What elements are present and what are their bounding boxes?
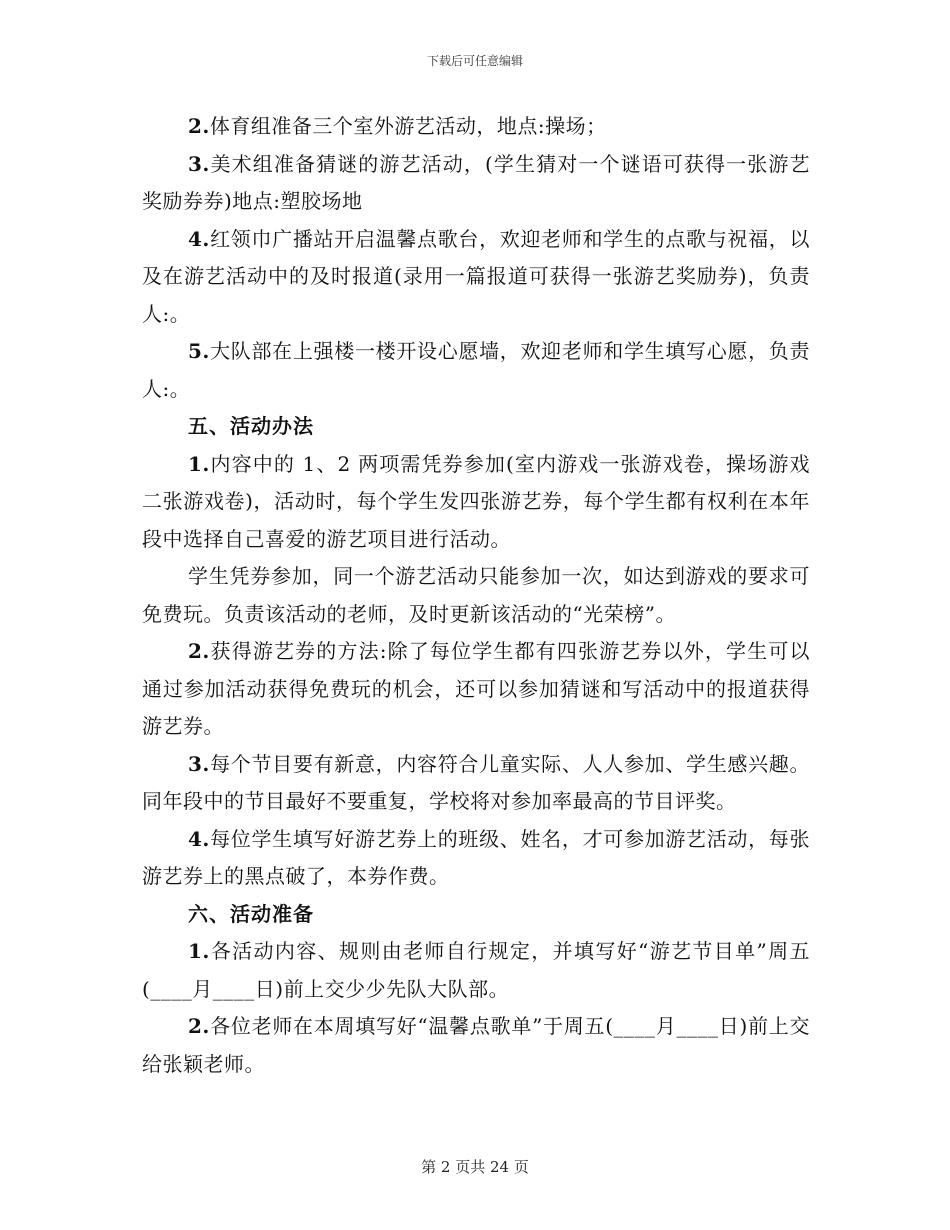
section-heading-5: 五、活动办法	[188, 414, 314, 438]
paragraph-method-3	[142, 746, 810, 821]
paragraph-text: 大队部在上强楼一楼开设心愿墙，欢迎老师和学生填写心愿，负责人:。	[142, 339, 810, 401]
paragraph-text: 每位学生填写好游艺券上的班级、姓名，才可参加游艺活动，每张游艺券上的黑点破了，本券作费。	[142, 826, 810, 888]
page-header: 下载后可任意编辑	[426, 54, 523, 68]
paragraph-prep-1	[142, 933, 810, 1008]
paragraph-text: 学生凭券参加，同一个游艺活动只能参加一次，如达到游戏的要求可免费玩。负责该活动的老师，及时更新该活动的“光荣榜”。	[142, 564, 810, 626]
paragraph-text: 每个节目要有新意，内容符合儿童实际、人人参加、学生感兴趣。同年段中的节目最好不要重复，学校将对参加率最高的节目评奖。	[142, 751, 810, 813]
paragraph-method-4	[142, 821, 810, 896]
paragraph-3	[142, 146, 810, 221]
paragraph-method-note	[142, 558, 810, 633]
paragraph-text: 红领巾广播站开启温馨点歌台，欢迎老师和学生的点歌与祝福，以及在游艺活动中的及时报道(录用一篇报道可获得一张游艺奖励券)，负责人:。	[142, 226, 810, 326]
item-number: 3.	[188, 151, 210, 176]
paragraph-text: 各位老师在本周填写好“温馨点歌单”于周五(____月____日)前上交给张颖老师。	[142, 1014, 810, 1076]
item-number: 1.	[188, 451, 210, 476]
item-number: 5.	[188, 339, 210, 363]
item-number: 2.	[188, 114, 210, 138]
paragraph-prep-2	[142, 1008, 810, 1083]
paragraph-text: 获得游艺券的方法:除了每位学生都有四张游艺券以外，学生可以通过参加活动获得免费玩的机会，还可以参加猜谜和写活动中的报道获得游艺券。	[142, 639, 810, 738]
item-number: 1.	[188, 939, 210, 963]
item-number: 3.	[188, 751, 210, 776]
document-body	[142, 108, 810, 1083]
item-number: 2.	[188, 1014, 210, 1038]
paragraph-text: 各活动内容、规则由老师自行规定，并填写好“游艺节目单”周五(____月____日)前上交少少先队大队部。	[142, 939, 810, 1001]
item-number: 2.	[188, 639, 210, 663]
item-number: 4.	[188, 226, 210, 251]
paragraph-method-2	[142, 633, 810, 746]
paragraph-text: 美术组准备猜谜的游艺活动，(学生猜对一个谜语可获得一张游艺奖励券券)地点:塑胶场地	[142, 151, 810, 213]
item-number: 4.	[188, 826, 210, 851]
paragraph-5	[142, 333, 810, 408]
paragraph-4	[142, 221, 810, 334]
paragraph-2	[142, 108, 810, 146]
section-heading-6: 六、活动准备	[188, 901, 314, 926]
paragraph-method-1	[142, 446, 810, 559]
paragraph-text: 内容中的 1、2 两项需凭券参加(室内游戏一张游戏卷，操场游戏二张游戏卷)，活动时，每个学生发四张游艺券，每个学生都有权利在本年段中选择自己喜爱的游艺项目进行活动。	[142, 451, 810, 551]
paragraph-text: 体育组准备三个室外游艺活动，地点:操场；	[209, 114, 607, 138]
page-footer: 第 2 页共 24 页	[421, 1158, 529, 1176]
